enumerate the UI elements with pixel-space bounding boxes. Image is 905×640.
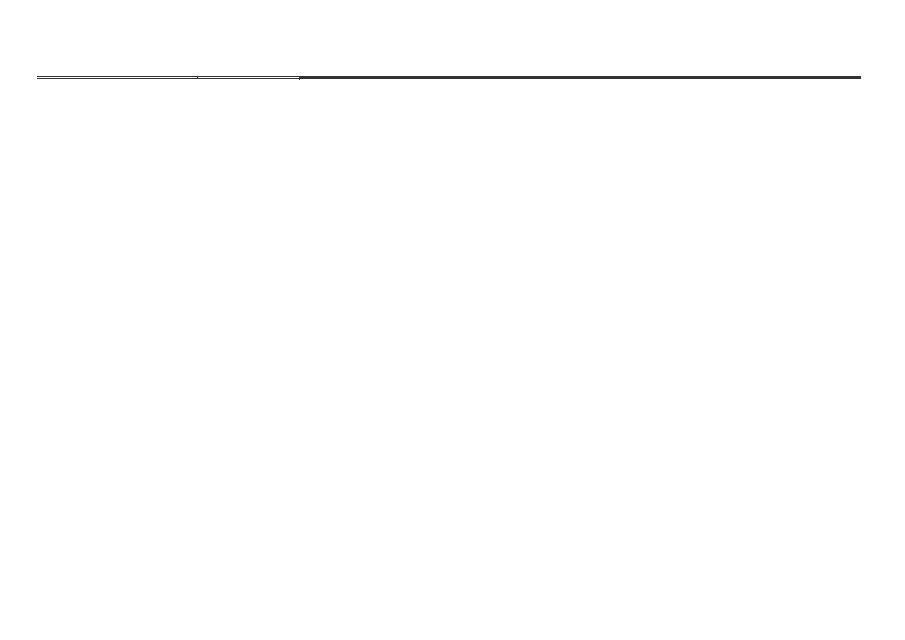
kpi-table — [37, 76, 861, 89]
table-body — [37, 79, 861, 90]
